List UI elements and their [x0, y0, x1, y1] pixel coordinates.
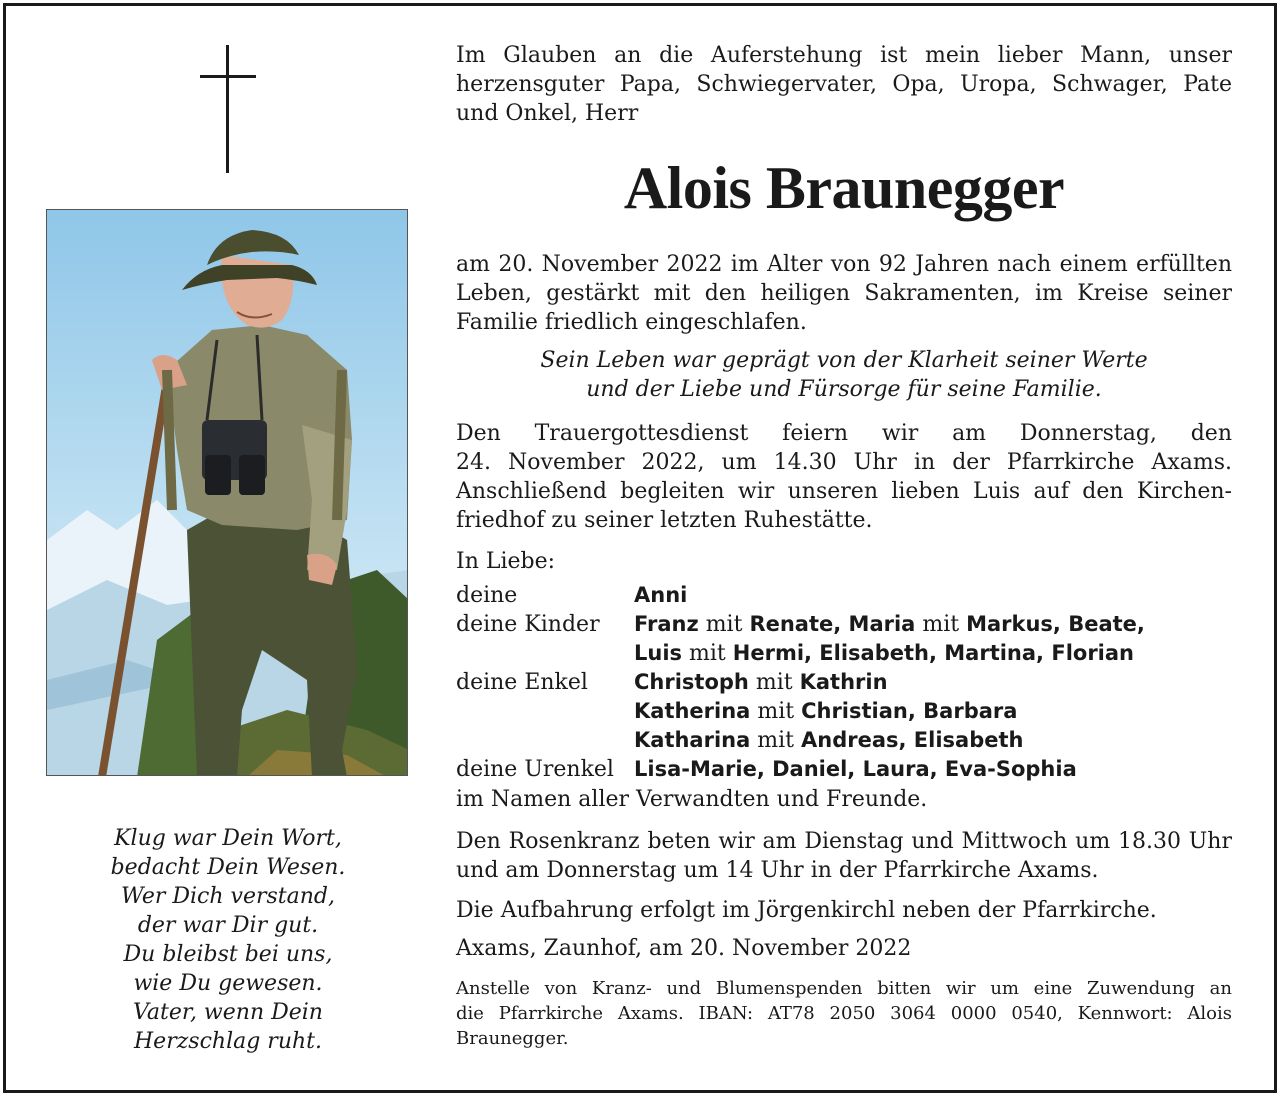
family-connector: mit [698, 612, 750, 637]
family-connector: mit [682, 641, 733, 666]
in-liebe-label: In Liebe: [456, 549, 556, 574]
intro-paragraph [456, 41, 1232, 128]
family-name: Katharina [634, 728, 751, 752]
poem-line: Vater, wenn Dein [133, 1000, 323, 1025]
family-relation: deine [456, 583, 518, 608]
family-row [456, 755, 1232, 784]
intro-line: und Onkel, Herr [456, 101, 639, 126]
service-line: Den Trauergottesdienst feiern wir am Donnerstag, den [456, 421, 1232, 446]
service-line: friedhof zu seiner letzten Ruhestätte. [456, 508, 873, 533]
motto-line: und der Liebe und Fürsorge für seine Familie. [586, 377, 1102, 402]
family-name: Lisa-Marie, Daniel, Laura, Eva-Sophia [634, 757, 1077, 781]
poem-line: Du bleibst bei uns, [123, 942, 333, 967]
family-row [456, 639, 1232, 668]
donation-note [456, 976, 1232, 1051]
service-line: 24. November 2022, um 14.30 Uhr in der Pfarrkirche Axams. [456, 450, 1232, 475]
family-name: Katherina [634, 699, 751, 723]
family-list [456, 581, 1232, 784]
family-name: Luis [634, 641, 683, 665]
service-paragraph [456, 419, 1232, 535]
poem-line: Herzschlag ruht. [133, 1029, 322, 1054]
viewing-line: Die Aufbahrung erfolgt im Jörgenkirchl neben der Pfarrkirche. [456, 898, 1157, 923]
family-name: Franz [634, 612, 699, 636]
poem-line: der war Dir gut. [137, 913, 319, 938]
rosary-line: Den Rosenkranz beten wir am Dienstag und Mittwoch um 18.30 Uhr [456, 829, 1232, 854]
motto-line: Sein Leben war geprägt von der Klarheit seiner Werte [540, 348, 1148, 373]
motto [456, 346, 1232, 404]
family-name: Christoph [634, 670, 749, 694]
poem-line: Wer Dich verstand, [121, 884, 335, 909]
family-relation: deine Kinder [456, 612, 600, 637]
death-line: am 20. November 2022 im Alter von 92 Jahren nach einem erfüllten [456, 252, 1232, 277]
family-connector: mit [750, 699, 802, 724]
family-relation [456, 726, 634, 755]
family-relation: deine Urenkel [456, 757, 614, 782]
family-name: Markus, Beate, [966, 612, 1145, 636]
death-paragraph [456, 250, 1232, 337]
family-connector: mit [915, 612, 967, 637]
intro-line: Im Glauben an die Auferstehung ist mein lieber Mann, unser [456, 43, 1232, 68]
family-relation: deine Enkel [456, 670, 588, 695]
death-line: Familie friedlich eingeschlafen. [456, 310, 807, 335]
on-behalf-line: im Namen aller Verwandten und Freunde. [456, 787, 928, 812]
poem-line: wie Du gewesen. [133, 971, 323, 996]
family-row [456, 610, 1232, 639]
family-row [456, 697, 1232, 726]
place-date: Axams, Zaunhof, am 20. November 2022 [456, 936, 912, 961]
portrait-photo [46, 209, 408, 776]
note-line: Anstelle von Kranz- und Blumenspenden bitten wir um eine Zuwendung an [456, 978, 1232, 999]
family-connector: mit [748, 670, 800, 695]
deceased-name: Alois Braunegger [623, 155, 1065, 221]
note-line: die Pfarrkirche Axams. IBAN: AT78 2050 3064 0000 0540, Kennwort: Alois [456, 1003, 1232, 1024]
family-row [456, 668, 1232, 697]
family-name: Kathrin [799, 670, 888, 694]
family-name: Christian, Barbara [801, 699, 1018, 723]
family-name: Renate, Maria [749, 612, 916, 636]
service-line: Anschließend begleiten wir unseren lieben Luis auf den Kirchen- [456, 479, 1232, 504]
intro-line: herzensguter Papa, Schwiegervater, Opa, Uropa, Schwager, Pate [456, 72, 1232, 97]
cross-icon [200, 45, 256, 173]
rosary-paragraph [456, 827, 1232, 885]
family-row [456, 581, 1232, 610]
note-line: Braunegger. [456, 1028, 569, 1049]
family-name: Hermi, Elisabeth, Martina, Florian [732, 641, 1134, 665]
rosary-line: und am Donnerstag um 14 Uhr in der Pfarrkirche Axams. [456, 858, 1099, 883]
poem-line: Klug war Dein Wort, [114, 826, 342, 851]
family-connector: mit [750, 728, 802, 753]
family-name: Anni [634, 583, 688, 607]
poem [60, 824, 396, 1056]
family-relation [456, 697, 634, 726]
family-name: Andreas, Elisabeth [801, 728, 1024, 752]
family-relation [456, 639, 634, 668]
family-row [456, 726, 1232, 755]
death-line: Leben, gestärkt mit den heiligen Sakramenten, im Kreise seiner [456, 281, 1232, 306]
poem-line: bedacht Dein Wesen. [110, 855, 346, 880]
